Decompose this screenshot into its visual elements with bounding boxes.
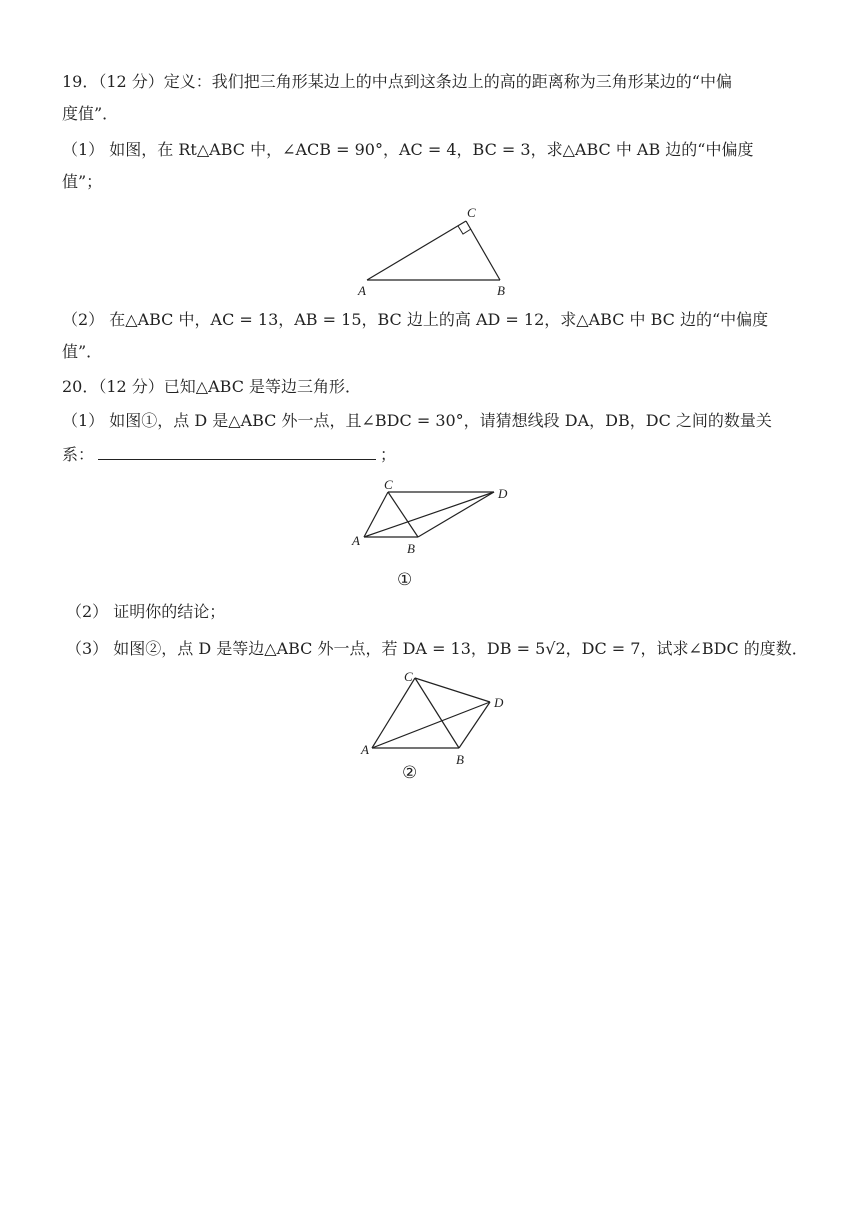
segment-cb bbox=[466, 221, 500, 280]
label-b: B bbox=[407, 541, 415, 556]
q20-part1-suffix: ； bbox=[380, 445, 397, 464]
q19-figure-right-triangle bbox=[355, 203, 515, 298]
label-d: D bbox=[494, 695, 504, 710]
label-d: D bbox=[498, 486, 508, 501]
segment-cb bbox=[415, 678, 459, 748]
label-b: B bbox=[497, 283, 505, 298]
label-b: B bbox=[456, 752, 464, 767]
q20-figure-2 bbox=[355, 668, 515, 768]
label-a: A bbox=[352, 533, 360, 548]
q20-part1-line1: （1） 如图①，点 D 是△ABC 外一点，且∠BDC = 30°，请猜想线段 DA，DB，DC 之间的数量关 bbox=[62, 411, 772, 430]
segment-ac bbox=[367, 221, 466, 280]
q19-line2: 度值”． bbox=[62, 104, 119, 123]
answer-blank[interactable] bbox=[98, 445, 376, 460]
label-c: C bbox=[384, 477, 393, 492]
segment-cb bbox=[388, 492, 418, 537]
segment-cd bbox=[415, 678, 490, 702]
q20-part2: （2） 证明你的结论； bbox=[66, 602, 226, 621]
q19-part2-line1: （2） 在△ABC 中，AC = 13，AB = 15，BC 边上的高 AD = 12，求△ABC 中 BC 边的“中偏度 bbox=[62, 310, 769, 329]
figure-2-caption: ② bbox=[402, 763, 418, 783]
q20-part3: （3） 如图②，点 D 是等边△ABC 外一点，若 DA = 13，DB = 5√2，DC = 7，试求∠BDC 的度数． bbox=[66, 639, 808, 658]
label-a: A bbox=[361, 742, 369, 757]
q20-figure-1 bbox=[350, 475, 515, 560]
q20-part1-prefix: 系： bbox=[62, 445, 95, 464]
q20-part1-line2 bbox=[62, 445, 396, 465]
label-a: A bbox=[358, 283, 366, 298]
segment-bd bbox=[459, 702, 490, 748]
segment-ca bbox=[372, 678, 415, 748]
label-c: C bbox=[467, 205, 476, 220]
q19-part1-line2: 值”； bbox=[62, 172, 103, 191]
label-c: C bbox=[404, 669, 413, 684]
q19-part2-line2: 值”． bbox=[62, 342, 103, 361]
q19-line1: 19．（12 分）定义：我们把三角形某边上的中点到这条边上的高的距离称为三角形某边的“中偏 bbox=[62, 72, 732, 91]
q20-line1: 20．（12 分）已知△ABC 是等边三角形． bbox=[62, 377, 362, 396]
q19-part1-line1: （1） 如图，在 Rt△ABC 中，∠ACB = 90°，AC = 4，BC = 3，求△ABC 中 AB 边的“中偏度 bbox=[62, 140, 754, 159]
figure-1-caption: ① bbox=[397, 570, 413, 590]
segment-ad bbox=[372, 702, 490, 748]
